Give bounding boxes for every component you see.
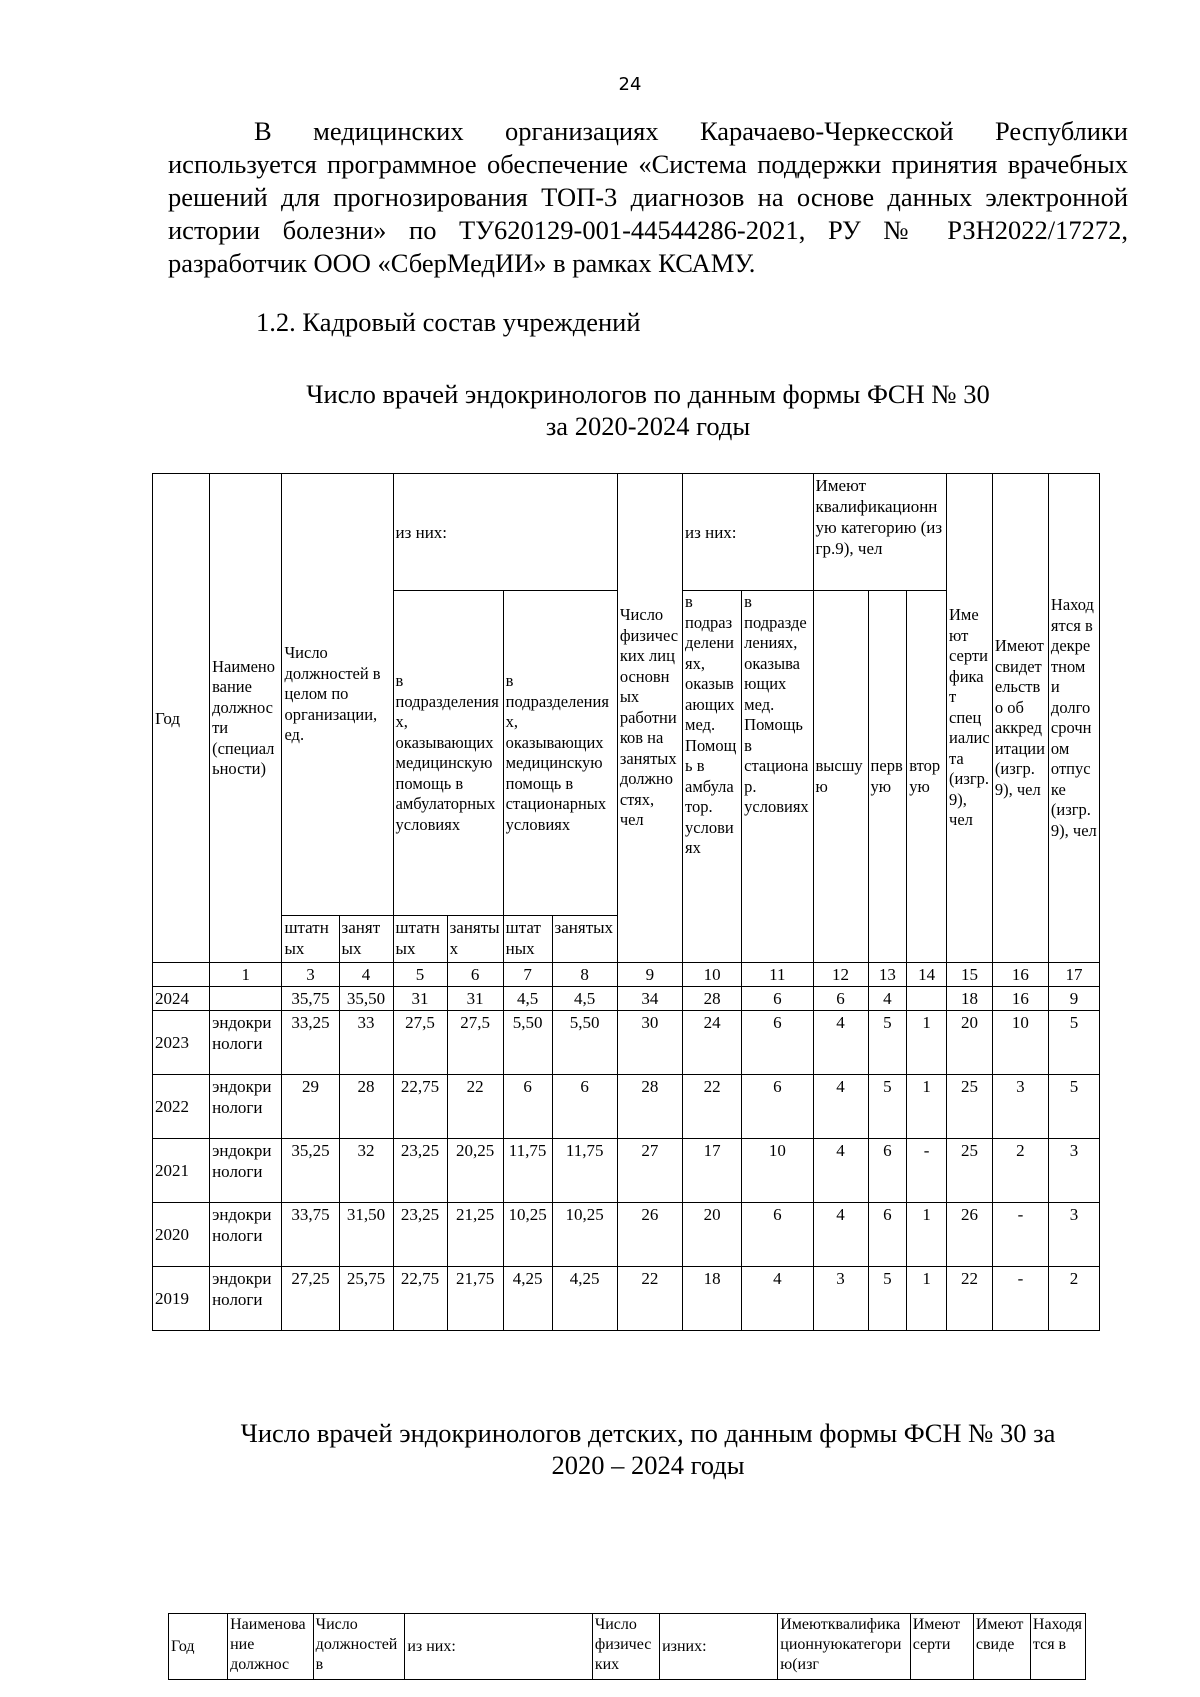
cell-c3: 29	[282, 1075, 339, 1139]
cell-c7: 6	[503, 1075, 552, 1139]
t2-header-physical: Число физических	[592, 1614, 659, 1680]
t2-header-name: Наименование должнос	[228, 1614, 314, 1680]
cell-c5: 23,25	[393, 1203, 447, 1267]
cell-c15: 25	[947, 1075, 993, 1139]
cell-c10: 17	[683, 1139, 742, 1203]
cell-c11: 4	[742, 1267, 813, 1331]
row-year: 2020	[153, 1203, 210, 1267]
row-year: 2021	[153, 1139, 210, 1203]
t2-header-of-them-a: из них:	[405, 1614, 592, 1680]
column-number: 4	[339, 963, 393, 987]
cell-c12: 4	[813, 1075, 868, 1139]
cell-c3: 35,75	[282, 987, 339, 1011]
column-number: 11	[742, 963, 813, 987]
cell-c15: 22	[947, 1267, 993, 1331]
cell-c13: 4	[868, 987, 907, 1011]
column-number: 8	[552, 963, 617, 987]
cell-c15: 25	[947, 1139, 993, 1203]
cell-c4: 33	[339, 1011, 393, 1075]
cell-c10: 20	[683, 1203, 742, 1267]
endocrinologists-table	[152, 473, 1100, 1331]
header-qualification: Имеют квалификационную категорию (из гр.9), чел	[813, 474, 947, 591]
cell-c7: 10,25	[503, 1203, 552, 1267]
cell-c12: 4	[813, 1139, 868, 1203]
cell-c17: 3	[1048, 1203, 1099, 1267]
cell-c17: 3	[1048, 1139, 1099, 1203]
header-of-them-a: из них:	[393, 474, 617, 591]
cell-c7: 4,25	[503, 1267, 552, 1331]
cell-c14: -	[907, 1139, 947, 1203]
header-second: вторую	[907, 591, 947, 963]
header-inp-persons: в подразделениях, оказывающих мед. Помощь в стационар. условиях	[742, 591, 813, 963]
header-certificate: Имеют сертификат специалиста (изгр.9), чел	[947, 474, 993, 963]
cell-c15: 26	[947, 1203, 993, 1267]
cell-c6: 27,5	[447, 1011, 503, 1075]
cell-c13: 5	[868, 1267, 907, 1331]
column-number: 7	[503, 963, 552, 987]
cell-c16: 3	[992, 1075, 1048, 1139]
table2-caption-line2: 2020 – 2024 годы	[551, 1450, 745, 1480]
cell-c10: 28	[683, 987, 742, 1011]
cell-c11: 6	[742, 1075, 813, 1139]
cell-c10: 18	[683, 1267, 742, 1331]
cell-c15: 18	[947, 987, 993, 1011]
cell-c5: 27,5	[393, 1011, 447, 1075]
table2-caption	[168, 1417, 1128, 1481]
column-number: 12	[813, 963, 868, 987]
cell-c3: 27,25	[282, 1267, 339, 1331]
header-occupied: занятых	[447, 916, 503, 963]
cell-c6: 21,25	[447, 1203, 503, 1267]
t2-header-certificate: Имеют серти	[910, 1614, 973, 1680]
cell-c17: 5	[1048, 1011, 1099, 1075]
intro-text: В медицинских организациях Карачаево-Черкесской Республики используется программное обеспечение «Система поддержки принятия врачебных решений для прогнозирования ТОП-3 диагнозов на основе данных электронной истории болезни» по ТУ620129-001-44544286-2021, РУ № РЗН2022/17272, разработчик ООО «СберМедИИ» в рамках КСАМУ.	[168, 116, 1128, 278]
t2-header-accreditation: Имеют свиде	[973, 1614, 1030, 1680]
cell-c14: 1	[907, 1011, 947, 1075]
table-row	[153, 1011, 1100, 1075]
column-number: 3	[282, 963, 339, 987]
column-number: 5	[393, 963, 447, 987]
cell-c8: 5,50	[552, 1011, 617, 1075]
column-number: 1	[210, 963, 282, 987]
header-positions-total: Число должностей в целом по организации, ед.	[282, 474, 393, 916]
cell-c4: 25,75	[339, 1267, 393, 1331]
row-position-name: эндокринологи	[210, 1203, 282, 1267]
cell-c4: 32	[339, 1139, 393, 1203]
cell-c8: 4,25	[552, 1267, 617, 1331]
column-number: 6	[447, 963, 503, 987]
cell-c9: 34	[617, 987, 682, 1011]
cell-c6: 31	[447, 987, 503, 1011]
cell-c17: 5	[1048, 1075, 1099, 1139]
header-position-name: Наименование должности (специальности)	[210, 474, 282, 963]
cell-c17: 2	[1048, 1267, 1099, 1331]
intro-paragraph	[168, 115, 1128, 280]
header-staff: штатных	[503, 916, 552, 963]
header-accreditation: Имеют свидетельство об аккредитации (изгр. 9), чел	[992, 474, 1048, 963]
table1-caption-line1: Число врачей эндокринологов по данным формы ФСН № 30	[306, 379, 990, 409]
cell-c5: 23,25	[393, 1139, 447, 1203]
cell-c16: -	[992, 1203, 1048, 1267]
header-first: первую	[868, 591, 907, 963]
cell-c13: 5	[868, 1011, 907, 1075]
cell-c14	[907, 987, 947, 1011]
cell-c3: 33,25	[282, 1011, 339, 1075]
header-occupied: занятых	[339, 916, 393, 963]
header-staff: штатных	[393, 916, 447, 963]
table-row	[153, 1203, 1100, 1267]
cell-c16: 16	[992, 987, 1048, 1011]
cell-c14: 1	[907, 1267, 947, 1331]
cell-c4: 28	[339, 1075, 393, 1139]
column-number: 10	[683, 963, 742, 987]
cell-c13: 5	[868, 1075, 907, 1139]
t2-header-of-them-b: изних:	[660, 1614, 778, 1680]
cell-c9: 22	[617, 1267, 682, 1331]
cell-c3: 35,25	[282, 1139, 339, 1203]
cell-c5: 31	[393, 987, 447, 1011]
cell-c16: 2	[992, 1139, 1048, 1203]
header-leave: Находятся в декретном и долгосрочном отпуске (изгр.9), чел	[1048, 474, 1099, 963]
cell-c6: 22	[447, 1075, 503, 1139]
row-position-name	[210, 987, 282, 1011]
table-row	[153, 1267, 1100, 1331]
cell-c11: 10	[742, 1139, 813, 1203]
row-year: 2019	[153, 1267, 210, 1331]
column-number: 13	[868, 963, 907, 987]
cell-c16: -	[992, 1267, 1048, 1331]
table1-caption-line2: за 2020-2024 годы	[545, 411, 751, 441]
table-row	[153, 1139, 1100, 1203]
cell-c9: 30	[617, 1011, 682, 1075]
cell-c11: 6	[742, 1203, 813, 1267]
cell-c13: 6	[868, 1139, 907, 1203]
cell-c9: 26	[617, 1203, 682, 1267]
row-position-name: эндокринологи	[210, 1011, 282, 1075]
cell-c17: 9	[1048, 987, 1099, 1011]
column-number: 14	[907, 963, 947, 987]
section-title: 1.2. Кадровый состав учреждений	[256, 307, 641, 337]
cell-c3: 33,75	[282, 1203, 339, 1267]
cell-c8: 10,25	[552, 1203, 617, 1267]
cell-c12: 4	[813, 1011, 868, 1075]
cell-c13: 6	[868, 1203, 907, 1267]
t2-header-qualification: Имеютквалификационнуюкатегорию(изг	[778, 1614, 910, 1680]
row-year: 2024	[153, 987, 210, 1011]
t2-header-leave: Находятся в	[1030, 1614, 1085, 1680]
cell-c12: 4	[813, 1203, 868, 1267]
header-of-them-b: из них:	[683, 474, 813, 591]
header-physical-persons: Число физических лиц основных работников на занятых должностях, чел	[617, 474, 682, 963]
header-year: Год	[153, 474, 210, 963]
cell-c8: 4,5	[552, 987, 617, 1011]
cell-c6: 20,25	[447, 1139, 503, 1203]
header-amb-persons: в подразделениях, оказывающих мед. Помощь в амбулатор. условиях	[683, 591, 742, 963]
cell-c6: 21,75	[447, 1267, 503, 1331]
header-ambulatory: в подразделениях, оказывающих медицинскую помощь в амбулаторных условиях	[393, 591, 503, 916]
cell-c15: 20	[947, 1011, 993, 1075]
cell-c7: 4,5	[503, 987, 552, 1011]
cell-c5: 22,75	[393, 1267, 447, 1331]
cell-c4: 31,50	[339, 1203, 393, 1267]
cell-c10: 24	[683, 1011, 742, 1075]
column-number: 15	[947, 963, 993, 987]
cell-c9: 27	[617, 1139, 682, 1203]
table1-caption	[168, 378, 1128, 442]
pediatric-endocrinologists-table	[168, 1613, 1086, 1680]
cell-c12: 6	[813, 987, 868, 1011]
header-highest: высшую	[813, 591, 868, 963]
column-number: 9	[617, 963, 682, 987]
cell-c12: 3	[813, 1267, 868, 1331]
column-number: 17	[1048, 963, 1099, 987]
table2-caption-line1: Число врачей эндокринологов детских, по данным формы ФСН № 30 за	[240, 1418, 1056, 1448]
row-year: 2022	[153, 1075, 210, 1139]
cell-c4: 35,50	[339, 987, 393, 1011]
cell-c9: 28	[617, 1075, 682, 1139]
cell-c14: 1	[907, 1075, 947, 1139]
cell-c8: 6	[552, 1075, 617, 1139]
cell-c8: 11,75	[552, 1139, 617, 1203]
row-position-name: эндокринологи	[210, 1075, 282, 1139]
header-occupied: занятых	[552, 916, 617, 963]
page-number: 24	[618, 74, 642, 95]
cell-c14: 1	[907, 1203, 947, 1267]
column-number-row	[153, 963, 1100, 987]
table-row	[153, 1075, 1100, 1139]
t2-header-year: Год	[169, 1614, 228, 1680]
row-year: 2023	[153, 1011, 210, 1075]
cell-c16: 10	[992, 1011, 1048, 1075]
cell-c5: 22,75	[393, 1075, 447, 1139]
table-row	[153, 987, 1100, 1011]
table1-body	[153, 987, 1100, 1331]
cell-c11: 6	[742, 1011, 813, 1075]
row-position-name: эндокринологи	[210, 1139, 282, 1203]
cell-c7: 11,75	[503, 1139, 552, 1203]
cell-c7: 5,50	[503, 1011, 552, 1075]
header-inpatient: в подразделениях, оказывающих медицинскую помощь в стационарных условиях	[503, 591, 617, 916]
column-number: 16	[992, 963, 1048, 987]
cell-c11: 6	[742, 987, 813, 1011]
row-position-name: эндокринологи	[210, 1267, 282, 1331]
header-staff: штатных	[282, 916, 339, 963]
cell-c10: 22	[683, 1075, 742, 1139]
t2-header-positions: Число должностей в	[313, 1614, 405, 1680]
